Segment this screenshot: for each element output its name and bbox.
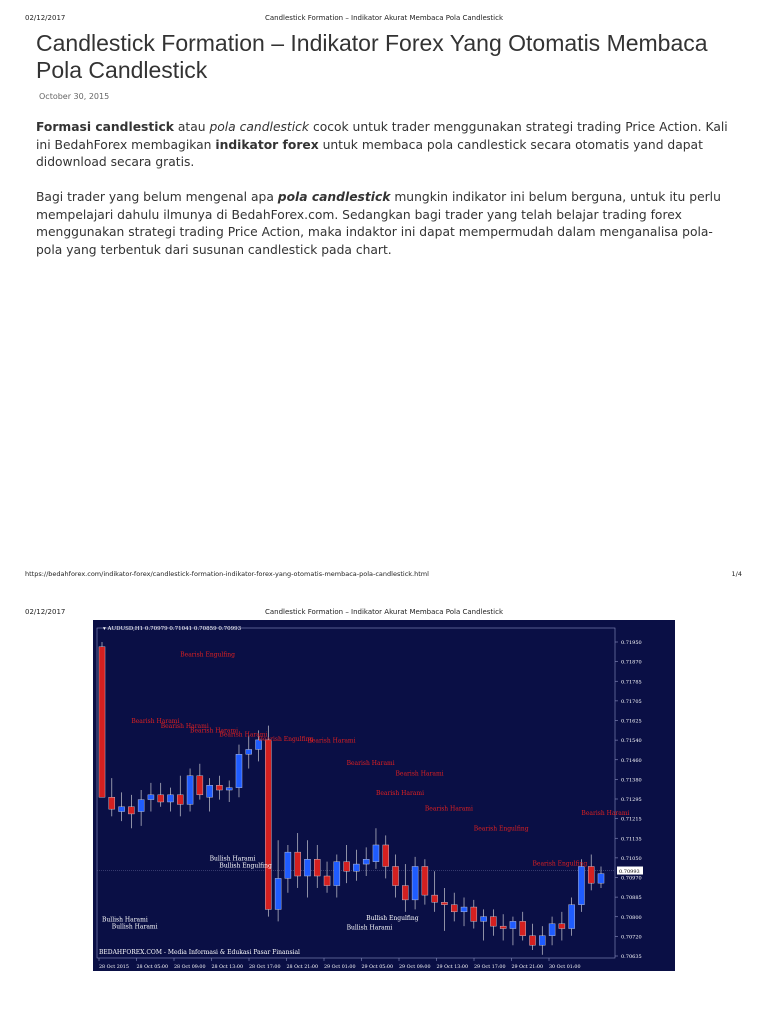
bullish-candle bbox=[167, 795, 173, 802]
bullish-candle bbox=[412, 866, 418, 899]
x-tick-label: 29 Oct 21:00 bbox=[511, 965, 544, 970]
bearish-pattern-label: Bearish Engulfing bbox=[258, 736, 314, 744]
bullish-pattern-label: Bullish Engulfing bbox=[366, 915, 419, 923]
bullish-candle bbox=[236, 754, 242, 787]
x-tick-label: 29 Oct 17:00 bbox=[474, 965, 506, 970]
y-tick-label: 0.71295 bbox=[621, 797, 642, 803]
bearish-candle bbox=[324, 876, 330, 886]
bullish-pattern-label: Bullish Harami bbox=[111, 923, 158, 931]
article-title: Candlestick Formation – Indikator Forex Yang Otomatis Membaca Pola Candlestick bbox=[36, 30, 708, 83]
print-doc-title: Candlestick Formation – Indikator Akurat Membaca Pola Candlestick bbox=[264, 14, 504, 22]
bearish-candle bbox=[216, 785, 222, 790]
bearish-candle bbox=[197, 776, 203, 795]
bearish-candle bbox=[490, 917, 496, 927]
bullish-candle bbox=[549, 924, 555, 936]
y-tick-label: 0.71380 bbox=[621, 777, 642, 784]
bearish-candle bbox=[451, 905, 457, 912]
bullish-candle bbox=[353, 864, 359, 871]
text-segment: mungkin indikator ini belum berguna, untuk itu perlu mempelajari dahulu ilmunya di BedahForex.com. Sedangkan bagi trader yang telah belajar trading forex menggunakan strategi trading Price Action, maka indaktor ini dapat mempermudah dalam menganalisa pola-pola yang terbentuk dari susunan candlestick pada chart. bbox=[36, 190, 721, 257]
bearish-pattern-label: Bearish Harami bbox=[160, 722, 209, 730]
y-tick-label: 0.71215 bbox=[621, 816, 642, 823]
bullish-pattern-label: Bullish Engulfing bbox=[219, 862, 272, 870]
bearish-candle bbox=[392, 866, 398, 885]
article-date: October 30, 2015 bbox=[39, 92, 110, 101]
article-paragraph-2 bbox=[36, 189, 736, 259]
y-tick-label: 0.71950 bbox=[621, 640, 642, 646]
x-tick-label: 28 Oct 17:00 bbox=[249, 965, 281, 970]
bearish-pattern-label: Bearish Harami bbox=[424, 805, 473, 813]
y-tick-label: 0.70885 bbox=[621, 895, 642, 902]
bearish-candle bbox=[402, 886, 408, 900]
y-tick-label: 0.71870 bbox=[621, 659, 642, 666]
bold-italic-pola-candlestick: pola candlestick bbox=[277, 190, 391, 204]
bullish-candle bbox=[373, 845, 379, 862]
bearish-pattern-label: Bearish Engulfing bbox=[473, 825, 529, 833]
chart-svg bbox=[93, 620, 675, 971]
bearish-candle bbox=[265, 740, 271, 910]
bearish-candle bbox=[520, 921, 526, 935]
bearish-candle bbox=[500, 926, 506, 928]
bearish-candle bbox=[295, 852, 301, 876]
bearish-candle bbox=[588, 866, 594, 883]
bullish-candle bbox=[275, 878, 281, 909]
bearish-candle bbox=[422, 866, 428, 895]
bullish-candle bbox=[246, 749, 252, 754]
bold-formasi-candlestick: Formasi candlestick bbox=[36, 120, 174, 134]
bullish-pattern-label: Bullish Harami bbox=[346, 924, 393, 932]
text-segment: atau bbox=[173, 120, 210, 134]
bearish-candle bbox=[432, 895, 438, 902]
bearish-candle bbox=[529, 936, 535, 946]
bullish-candle bbox=[481, 917, 487, 922]
bearish-pattern-label: Bearish Harami bbox=[395, 770, 444, 778]
print-doc-title: Candlestick Formation – Indikator Akurat Membaca Pola Candlestick bbox=[264, 608, 504, 616]
y-tick-label: 0.71050 bbox=[621, 855, 642, 862]
y-tick-label: 0.70720 bbox=[621, 934, 642, 941]
bearish-pattern-label: Bearish Engulfing bbox=[180, 651, 236, 659]
bullish-candle bbox=[207, 785, 213, 797]
bullish-candle bbox=[461, 907, 467, 912]
bearish-pattern-label: Bearish Harami bbox=[190, 727, 239, 735]
bearish-pattern-label: Bearish Engulfing bbox=[532, 860, 588, 868]
x-tick-label: 29 Oct 05:00 bbox=[361, 965, 394, 970]
x-tick-label: 30 Oct 01:00 bbox=[549, 965, 581, 970]
bearish-candle bbox=[177, 795, 183, 805]
bullish-candle bbox=[510, 921, 516, 928]
bold-indikator-forex: indikator forex bbox=[215, 137, 319, 152]
italic-pola-candlestick: pola candlestick bbox=[209, 120, 310, 134]
text-segment: untuk membaca pola candlestick secara otomatis yand dapat didownload secara gratis. bbox=[36, 137, 703, 169]
bearish-pattern-label: Bearish Harami bbox=[581, 810, 630, 818]
bearish-candle bbox=[441, 902, 447, 904]
x-tick-label: 28 Oct 13:00 bbox=[211, 965, 244, 970]
bearish-pattern-label: Bearish Harami bbox=[375, 789, 425, 797]
x-tick-label: 28 Oct 09:00 bbox=[174, 965, 206, 970]
current-price-label: 0.70993 bbox=[619, 869, 640, 876]
bearish-candle bbox=[344, 862, 350, 872]
bullish-candle bbox=[285, 852, 291, 878]
x-tick-label: 29 Oct 13:00 bbox=[436, 965, 469, 970]
y-tick-label: 0.71625 bbox=[621, 718, 642, 725]
bearish-candle bbox=[109, 797, 115, 809]
bullish-candle bbox=[334, 862, 340, 886]
y-tick-label: 0.71540 bbox=[621, 738, 642, 745]
bearish-pattern-label: Bearish Harami bbox=[346, 759, 395, 767]
bullish-pattern-label: Bullish Harami bbox=[102, 916, 148, 924]
print-page-number: 1/4 bbox=[731, 570, 742, 578]
bearish-candle bbox=[559, 924, 565, 929]
y-tick-label: 0.71785 bbox=[621, 679, 642, 686]
y-tick-label: 0.71135 bbox=[621, 836, 642, 843]
x-tick-label: 29 Oct 01:00 bbox=[324, 965, 356, 970]
x-tick-label: 28 Oct 05:00 bbox=[136, 965, 169, 970]
print-date: 02/12/2017 bbox=[25, 608, 66, 616]
bearish-pattern-label: Bearish Harami bbox=[219, 731, 268, 739]
x-tick-label: 29 Oct 09:00 bbox=[399, 965, 431, 970]
bearish-candle bbox=[383, 845, 389, 866]
y-tick-label: 0.70800 bbox=[621, 914, 642, 921]
bearish-candle bbox=[158, 795, 164, 802]
bullish-candle bbox=[363, 859, 369, 864]
y-tick-label: 0.71460 bbox=[621, 757, 642, 764]
bearish-pattern-label: Bearish Harami bbox=[307, 737, 356, 745]
bearish-candle bbox=[128, 807, 134, 814]
bullish-pattern-label: Bullish Harami bbox=[209, 855, 256, 863]
y-tick-label: 0.71705 bbox=[621, 698, 642, 705]
bullish-candle bbox=[148, 795, 154, 800]
print-url: https://bedahforex.com/indikator-forex/candlestick-formation-indikator-forex-yang-otomatis-membaca-pola-candlestick.html bbox=[25, 570, 429, 578]
bearish-candle bbox=[471, 907, 477, 921]
article-paragraph-1 bbox=[36, 119, 736, 172]
symbol-info: ▾ AUDUSD,H1 0.70979 0.71041 0.70859 0.70993 bbox=[103, 626, 242, 632]
bullish-candle bbox=[119, 807, 125, 812]
bullish-candle bbox=[138, 800, 144, 812]
candlestick-chart bbox=[93, 620, 675, 971]
bullish-candle bbox=[539, 936, 545, 946]
bullish-candle bbox=[304, 859, 310, 876]
chart-watermark: BEDAHFOREX.COM - Media Informasi & Edukasi Pasar Finansial bbox=[99, 949, 300, 956]
bearish-pattern-label: Bearish Harami bbox=[131, 718, 180, 726]
x-tick-label: 28 Oct 21:00 bbox=[286, 965, 319, 970]
y-tick-label: 0.70635 bbox=[621, 954, 642, 960]
bullish-candle bbox=[578, 866, 584, 904]
y-tick-label: 0.70970 bbox=[621, 875, 642, 882]
bullish-candle bbox=[226, 788, 232, 790]
bearish-candle bbox=[314, 859, 320, 876]
bullish-candle bbox=[598, 874, 604, 884]
text-segment: Bagi trader yang belum mengenal apa bbox=[36, 190, 278, 204]
bearish-candle bbox=[99, 647, 105, 797]
bullish-candle bbox=[569, 905, 575, 929]
print-date: 02/12/2017 bbox=[25, 14, 66, 22]
text-segment: cocok untuk trader menggunakan strategi trading Price Action. Kali ini BedahForex membagikan bbox=[36, 120, 728, 152]
bullish-candle bbox=[187, 776, 193, 805]
x-tick-label: 28 Oct 2015 bbox=[99, 965, 129, 970]
